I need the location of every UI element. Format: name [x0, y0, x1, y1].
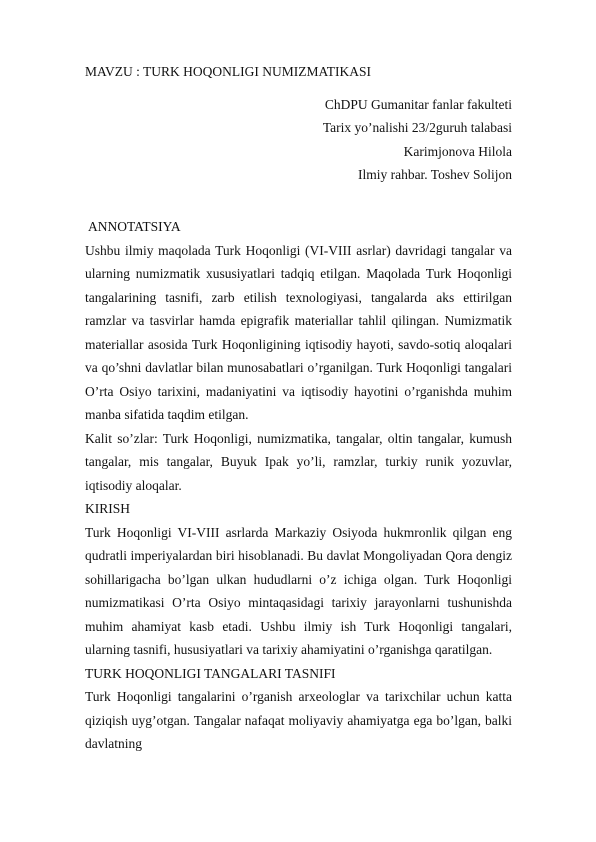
supervisor-name: Ilmiy rahbar. Toshev Solijon [357, 167, 512, 182]
author-group: Tarix yo’nalishi 23/2guruh talabasi [322, 120, 512, 135]
document-body [85, 215, 512, 756]
author-faculty: ChDPU Gumanitar fanlar fakulteti [324, 97, 512, 112]
keywords-paragraph: Kalit so’zlar: Turk Hoqonligi, numizmatika, tangalar, oltin tangalar, kumush tangalar, mis tangalar, Buyuk Ipak yo’li, ramzlar, turkiy runik yozuvlar, iqtisodiy aloqalar. [85, 430, 512, 493]
abstract-paragraph: Ushbu ilmiy maqolada Turk Hoqonligi (VI-VIII asrlar) davridagi tangalar va ularning numizmatik xususiyatlari tadqiq etilgan. Maqolada Turk Hoqonligi tangalarining tasnifi, zarb etilish texnologiyasi, tangalarda aks ettirilgan ramzlar va tasvirlar hamda epigrafik materiallar tahlil qilingan. Numizmatik materiallar asosida Turk Hoqonligining iqtisodiy hayoti, savdo-sotiq aloqalari va qo’shni davlatlar bilan munosabatlari o’rganilgan. Turk Hoqonligi tangalari O’rta Osiyo tarixini, madaniyatini va iqtisodiy hayotini o’rganishda muhim manba sifatida taqdim etilgan. [85, 242, 512, 422]
document-title: MAVZU : TURK HOQONLIGI NUMIZMATIKASI [85, 64, 371, 79]
intro-paragraph: Turk Hoqonligi VI-VIII asrlarda Markaziy Osiyoda hukmronlik qilgan eng qudratli imperiyalardan biri hisoblanadi. Bu davlat Mongoliyadan Qora dengiz sohillarigacha bo’lgan ulkan hududlarni o’z ichiga olgan. Turk Hoqonligi numizmatikasi O’rta Osiyo mintaqasidagi tarixiy jarayonlarni tushunishda muhim ahamiyat kasb etadi. Ushbu ilmiy ish Turk Hoqonligi tangalari, ularning tasnifi, hususiyatlari va tarixiy ahamiyatini o’rganishga qaratilgan. [85, 524, 512, 657]
author-name: Karimjonova Hilola [403, 144, 512, 159]
intro-heading: KIRISH [85, 501, 131, 516]
section-heading: TURK HOQONLIGI TANGALARI TASNIFI [85, 665, 336, 681]
section-paragraph: Turk Hoqonligi tangalarini o’rganish arxeologlar va tarixchilar uchun katta qiziqish uyg’otgan. Tangalar nafaqat moliyaviy ahamiyatga ega bo’lgan, balki davlatning [85, 689, 512, 751]
abstract-heading: ANNOTATSIYA [88, 219, 181, 234]
